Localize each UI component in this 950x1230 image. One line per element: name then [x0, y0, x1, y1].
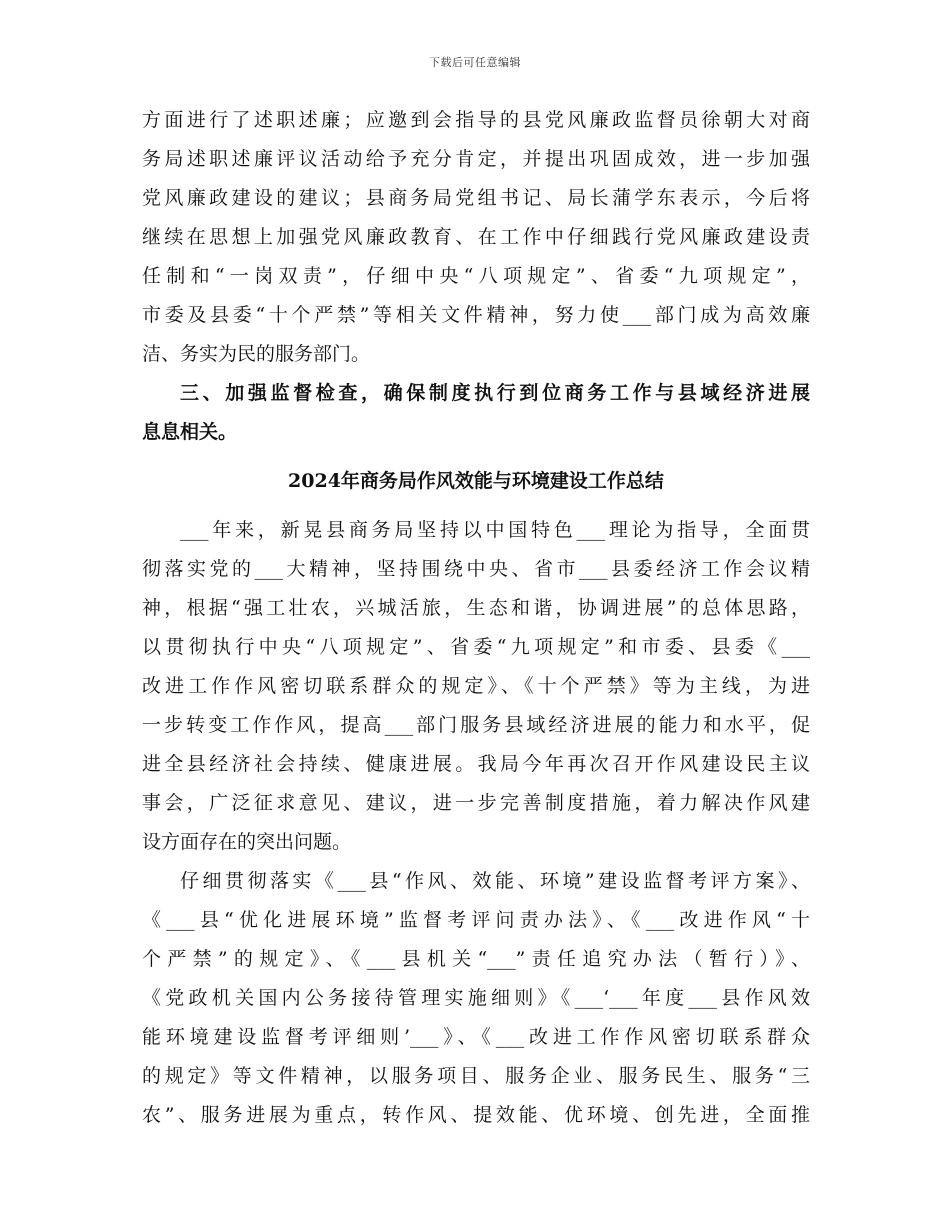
text-line: 继续在思想上加强党风廉政教育、在工作中仔细践行党风廉政建设责: [142, 226, 810, 248]
paragraph-1: [142, 511, 810, 862]
section-continuation: [142, 101, 810, 374]
text-line: 《___县“优化进展环境”监督考评问责办法》、《___改进作风“十: [142, 909, 810, 931]
section-heading-3: [142, 374, 810, 452]
text-line: 务局述职述廉评议活动给予充分肯定，并提出巩固成效，进一步加强: [142, 148, 810, 170]
text-line: 进全县经济社会持续、健康进展。我局今年再次召开作风建设民主议: [142, 753, 810, 775]
document-body: [142, 101, 810, 1135]
text-line: 设方面存在的突出问题。: [142, 831, 352, 853]
text-line: 一步转变工作作风，提高___部门服务县域经济进展的能力和水平，促: [142, 714, 810, 736]
text-line: 神，根据“强工壮农，兴城活旅，生态和谐，协调进展”的总体思路，: [142, 597, 810, 619]
text-line: 仔细贯彻落实《___县“作风、效能、环境”建设监督考评方案》、: [180, 870, 810, 892]
document-title: 2024年商务局作风效能与环境建设工作总结: [288, 470, 664, 492]
heading-line: 三、加强监督检查，确保制度执行到位商务工作与县域经济进展: [180, 382, 810, 404]
text-line: 市委及县委“十个严禁”等相关文件精神，努力使___部门成为高效廉: [142, 304, 810, 326]
text-line: 洁、务实为民的服务部门。: [142, 343, 371, 365]
text-line: 《党政机关国内公务接待管理实施细则》《___‘___年度___县作风效: [142, 987, 810, 1009]
text-line: 任制和“一岗双责”，仔细中央“八项规定”、省委“九项规定”，: [142, 265, 810, 287]
text-line: 能环境建设监督考评细则’___》、《___改进工作作风密切联系群众: [142, 1026, 810, 1048]
text-line: 彻落实党的___大精神，坚持围绕中央、省市___县委经济工作会议精: [142, 558, 810, 580]
text-line: 事会，广泛征求意见、建议，进一步完善制度措施，着力解决作风建: [142, 792, 810, 814]
text-line: 的规定》等文件精神，以服务项目、服务企业、服务民生、服务“三: [142, 1065, 810, 1087]
text-line: 个严禁”的规定》、《___县机关“___”责任追究办法（暂行）》、: [142, 948, 810, 970]
page-header: 下载后可任意编辑: [429, 56, 521, 69]
text-line: 方面进行了述职述廉；应邀到会指导的县党风廉政监督员徐朝大对商: [142, 109, 810, 131]
text-line: ___年来，新晃县商务局坚持以中国特色___理论为指导，全面贯: [180, 519, 810, 541]
text-line: 农”、服务进展为重点，转作风、提效能、优环境、创先进，全面推: [142, 1104, 810, 1126]
paragraph-2: [142, 862, 810, 1135]
text-line: 党风廉政建设的建议；县商务局党组书记、局长蒲学东表示，今后将: [142, 187, 810, 209]
text-line: 改进工作作风密切联系群众的规定》、《十个严禁》等为主线，为进: [142, 675, 810, 697]
text-line: 以贯彻执行中央“八项规定”、省委“九项规定”和市委、县委《___: [142, 636, 810, 658]
heading-line: 息息相关。: [142, 421, 238, 443]
